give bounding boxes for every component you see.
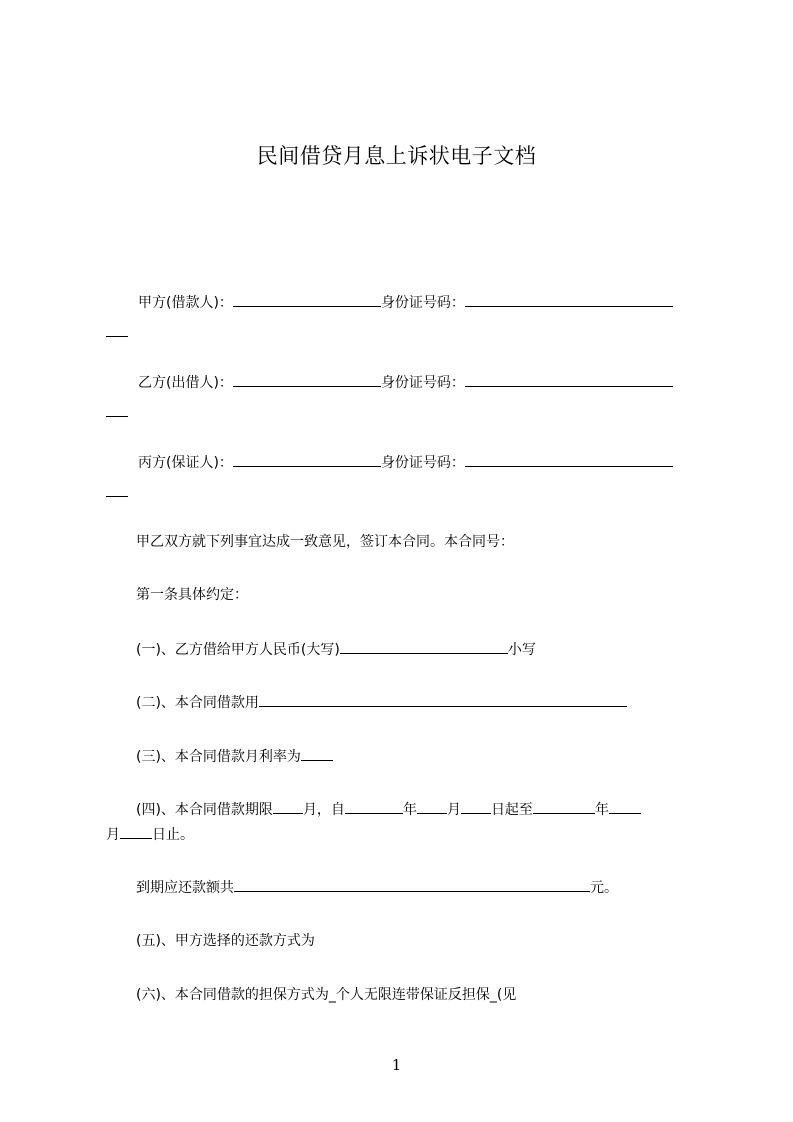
item-4-text-2: 月，自 [302, 802, 345, 818]
guarantor-id-blank-cont[interactable] [106, 482, 128, 497]
start-day-blank[interactable] [461, 799, 491, 814]
item-4-text-7: 月 [106, 827, 120, 843]
lender-name-blank[interactable] [233, 372, 381, 387]
guarantor-id-label: 身份证号码： [380, 455, 465, 471]
item-4-text: (四)、本合同借款期限 [136, 802, 273, 818]
start-month-blank[interactable] [417, 799, 447, 814]
item-4-text-3: 年 [402, 802, 417, 818]
party-guarantor-label: 丙方(保证人)： [138, 455, 233, 471]
loan-purpose-blank[interactable] [259, 692, 627, 707]
item-1-line [136, 639, 536, 660]
repay-amount-blank[interactable] [234, 877, 590, 892]
item-4-line [136, 799, 641, 820]
item-3-line [136, 746, 333, 767]
end-month-blank[interactable] [609, 799, 641, 814]
party-borrower-label: 甲方(借款人)： [138, 295, 233, 311]
item-4-text-6: 年 [594, 802, 609, 818]
borrower-name-blank[interactable] [233, 292, 381, 307]
amount-uppercase-blank[interactable] [340, 639, 508, 654]
item-4-text-4: 月 [446, 802, 461, 818]
party-guarantor-line [138, 452, 673, 473]
repay-amount-line [136, 877, 618, 898]
party-lender-label: 乙方(出借人)： [138, 375, 233, 391]
party-lender-line [138, 372, 673, 393]
guarantor-id-blank[interactable] [465, 452, 673, 467]
item-1-text: (一)、乙方借给甲方人民币(大写) [136, 642, 340, 658]
intro-paragraph: 甲乙双方就下列事宜达成一致意见，签订本合同。本合同号： [136, 534, 514, 550]
guarantor-name-blank[interactable] [233, 452, 381, 467]
repay-text: 到期应还款额共 [136, 880, 234, 896]
page-number: 1 [391, 1056, 402, 1074]
start-year-blank[interactable] [345, 799, 403, 814]
lender-id-label: 身份证号码： [380, 375, 465, 391]
item-2-line [136, 692, 627, 713]
document-title: 民间借贷月息上诉状电子文档 [256, 144, 537, 168]
borrower-id-label: 身份证号码： [380, 295, 465, 311]
item-3-text: (三)、本合同借款月利率为 [136, 749, 301, 765]
guarantor-id-continuation [106, 482, 128, 503]
lender-id-blank-cont[interactable] [106, 402, 128, 417]
lender-id-continuation [106, 402, 128, 423]
lender-id-blank[interactable] [465, 372, 673, 387]
end-year-blank[interactable] [533, 799, 595, 814]
borrower-id-continuation [106, 322, 128, 343]
borrower-id-blank-cont[interactable] [106, 322, 128, 337]
article-1-heading: 第一条具体约定： [136, 587, 248, 603]
monthly-rate-blank[interactable] [301, 746, 333, 761]
term-months-blank[interactable] [273, 799, 303, 814]
borrower-id-blank[interactable] [465, 292, 673, 307]
repay-suffix: 元。 [590, 880, 618, 896]
item-4-text-5: 日起至 [490, 802, 533, 818]
party-borrower-line [138, 292, 673, 313]
item-6-line: (六)、本合同借款的担保方式为_个人无限连带保证反担保_(见 [136, 987, 517, 1003]
item-2-text: (二)、本合同借款用 [136, 695, 259, 711]
item-5-line: (五)、甲方选择的还款方式为 [136, 933, 315, 949]
item-1-suffix: 小写 [507, 642, 536, 658]
item-4-continuation [106, 824, 194, 845]
item-4-text-8: 日止。 [152, 827, 194, 843]
end-day-blank[interactable] [120, 824, 152, 839]
